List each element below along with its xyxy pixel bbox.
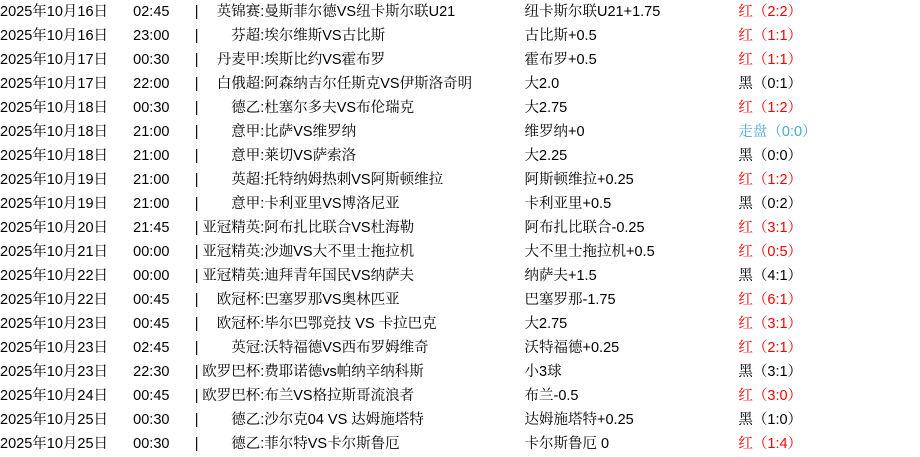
cell-result: 红（1:2） [738, 100, 803, 116]
cell-result: 走盘（0:0） [738, 124, 817, 140]
cell-pick: 卡利亚里+0.5 [524, 196, 612, 212]
cell-time: 21:00 [133, 148, 170, 164]
cell-time: 00:45 [133, 292, 170, 308]
table-row [0, 240, 920, 264]
cell-match: 卡利亚里VS博洛尼亚 [264, 196, 400, 212]
table-row [0, 120, 920, 144]
cell-pick: 大2.25 [524, 148, 568, 164]
cell-separator: | [194, 100, 199, 116]
cell-time: 00:45 [133, 316, 170, 332]
cell-date: 2025年10月21日 [0, 244, 109, 260]
cell-match: 曼斯菲尔德VS纽卡斯尔联U21 [264, 4, 456, 20]
cell-league: 欧冠杯: [216, 316, 265, 332]
cell-time: 00:30 [133, 52, 170, 68]
cell-date: 2025年10月17日 [0, 52, 109, 68]
cell-pick: 大不里士拖拉机+0.5 [524, 244, 655, 260]
cell-match: 莱切VS萨索洛 [264, 148, 357, 164]
table-row [0, 24, 920, 48]
cell-result: 红（1:1） [738, 52, 803, 68]
table-row [0, 144, 920, 168]
cell-separator: | [194, 28, 199, 44]
cell-match: 沃特福德VS西布罗姆维奇 [264, 340, 429, 356]
cell-time: 00:30 [133, 412, 170, 428]
cell-match: 费耶诺德vs帕纳辛纳科斯 [264, 364, 424, 380]
cell-separator: | [194, 268, 199, 284]
cell-time: 21:00 [133, 196, 170, 212]
cell-pick: 小3球 [524, 364, 562, 380]
cell-time: 22:30 [133, 364, 170, 380]
cell-time: 00:00 [133, 268, 170, 284]
cell-result: 黑（3:1） [738, 364, 803, 380]
cell-separator: | [194, 388, 199, 404]
table-row [0, 288, 920, 312]
cell-result: 黑（0:1） [738, 76, 803, 92]
cell-date: 2025年10月18日 [0, 100, 109, 116]
table-row [0, 336, 920, 360]
cell-result: 红（3:0） [738, 388, 803, 404]
cell-match: 阿布扎比联合VS杜海勒 [264, 220, 415, 236]
cell-match: 杜塞尔多夫VS布伦瑞克 [264, 100, 415, 116]
cell-league: 丹麦甲: [216, 52, 265, 68]
cell-pick: 古比斯+0.5 [524, 28, 597, 44]
cell-time: 00:30 [133, 436, 170, 452]
cell-match: 托特纳姆热刺VS阿斯顿维拉 [264, 172, 444, 188]
cell-league: 意甲: [231, 124, 265, 140]
cell-league: 意甲: [231, 196, 265, 212]
cell-match: 巴塞罗那VS奥林匹亚 [264, 292, 400, 308]
cell-separator: | [194, 244, 199, 260]
cell-separator: | [194, 220, 199, 236]
cell-league: 欧罗巴杯: [202, 388, 265, 404]
cell-result: 黑（4:1） [738, 268, 803, 284]
cell-match: 菲尔特VS卡尔斯鲁厄 [264, 436, 400, 452]
cell-separator: | [194, 148, 199, 164]
table-row [0, 192, 920, 216]
table-row [0, 312, 920, 336]
cell-separator: | [194, 412, 199, 428]
cell-date: 2025年10月22日 [0, 268, 109, 284]
cell-time: 02:45 [133, 340, 170, 356]
cell-date: 2025年10月19日 [0, 172, 109, 188]
cell-time: 00:45 [133, 388, 170, 404]
cell-time: 21:45 [133, 220, 170, 236]
table-row [0, 72, 920, 96]
cell-result: 红（6:1） [738, 292, 803, 308]
cell-date: 2025年10月24日 [0, 388, 109, 404]
cell-pick: 大2.75 [524, 316, 568, 332]
cell-league: 白俄超: [216, 76, 265, 92]
table-row [0, 384, 920, 408]
cell-date: 2025年10月23日 [0, 364, 109, 380]
cell-separator: | [194, 4, 199, 20]
cell-league: 德乙: [231, 100, 265, 116]
cell-pick: 维罗纳+0 [524, 124, 585, 140]
cell-date: 2025年10月19日 [0, 196, 109, 212]
cell-date: 2025年10月23日 [0, 340, 109, 356]
table-row [0, 432, 920, 456]
cell-separator: | [194, 52, 199, 68]
cell-result: 红（2:2） [738, 4, 803, 20]
cell-league: 英冠: [231, 340, 265, 356]
cell-result: 红（2:1） [738, 340, 803, 356]
cell-time: 00:30 [133, 100, 170, 116]
cell-date: 2025年10月23日 [0, 316, 109, 332]
table-row [0, 360, 920, 384]
cell-result: 红（0:5） [738, 244, 803, 260]
cell-pick: 阿斯顿维拉+0.25 [524, 172, 634, 188]
cell-result: 红（1:4） [738, 436, 803, 452]
cell-pick: 沃特福德+0.25 [524, 340, 620, 356]
cell-result: 红（3:1） [738, 220, 803, 236]
cell-separator: | [194, 292, 199, 308]
cell-time: 00:00 [133, 244, 170, 260]
cell-date: 2025年10月20日 [0, 220, 109, 236]
table-row [0, 168, 920, 192]
cell-separator: | [194, 316, 199, 332]
cell-pick: 达姆施塔特+0.25 [524, 412, 634, 428]
cell-result: 红（1:2） [738, 172, 803, 188]
cell-match: 沙迦VS大不里士拖拉机 [264, 244, 415, 260]
cell-separator: | [194, 436, 199, 452]
cell-result: 黑（0:2） [738, 196, 803, 212]
cell-result: 黑（0:0） [738, 148, 803, 164]
cell-pick: 大2.0 [524, 76, 560, 92]
cell-pick: 纳萨夫+1.5 [524, 268, 597, 284]
cell-date: 2025年10月25日 [0, 436, 109, 452]
cell-league: 亚冠精英: [202, 220, 265, 236]
table-row [0, 48, 920, 72]
cell-match: 迪拜青年国民VS纳萨夫 [264, 268, 415, 284]
cell-pick: 卡尔斯鲁厄 0 [524, 436, 610, 452]
cell-league: 意甲: [231, 148, 265, 164]
cell-result: 红（1:1） [738, 28, 803, 44]
cell-league: 芬超: [231, 28, 265, 44]
cell-pick: 布兰-0.5 [524, 388, 579, 404]
cell-date: 2025年10月16日 [0, 28, 109, 44]
cell-league: 亚冠精英: [202, 244, 265, 260]
cell-separator: | [194, 340, 199, 356]
cell-league: 亚冠精英: [202, 268, 265, 284]
cell-separator: | [194, 76, 199, 92]
cell-league: 德乙: [231, 436, 265, 452]
cell-league: 英超: [231, 172, 265, 188]
cell-pick: 巴塞罗那-1.75 [524, 292, 616, 308]
cell-separator: | [194, 124, 199, 140]
cell-pick: 霍布罗+0.5 [524, 52, 597, 68]
cell-match: 比萨VS维罗纳 [264, 124, 357, 140]
cell-pick: 大2.75 [524, 100, 568, 116]
cell-date: 2025年10月18日 [0, 124, 109, 140]
cell-match: 沙尔克04 VS 达姆施塔特 [264, 412, 424, 428]
cell-league: 德乙: [231, 412, 265, 428]
cell-separator: | [194, 196, 199, 212]
cell-result: 红（3:1） [738, 316, 803, 332]
cell-pick: 阿布扎比联合-0.25 [524, 220, 645, 236]
table-row [0, 264, 920, 288]
cell-pick: 纽卡斯尔联U21+1.75 [524, 4, 661, 20]
cell-time: 23:00 [133, 28, 170, 44]
cell-league: 欧罗巴杯: [202, 364, 265, 380]
cell-match: 埃斯比约VS霍布罗 [264, 52, 386, 68]
cell-separator: | [194, 172, 199, 188]
cell-league: 欧冠杯: [216, 292, 265, 308]
cell-time: 21:00 [133, 172, 170, 188]
cell-date: 2025年10月22日 [0, 292, 109, 308]
cell-match: 埃尔维斯VS古比斯 [264, 28, 386, 44]
cell-time: 22:00 [133, 76, 170, 92]
cell-date: 2025年10月18日 [0, 148, 109, 164]
cell-match: 毕尔巴鄂竞技 VS 卡拉巴克 [264, 316, 437, 332]
table-row [0, 0, 920, 24]
cell-time: 21:00 [133, 124, 170, 140]
cell-separator: | [194, 364, 199, 380]
cell-date: 2025年10月25日 [0, 412, 109, 428]
table-row [0, 408, 920, 432]
cell-match: 布兰VS格拉斯哥流浪者 [264, 388, 415, 404]
cell-match: 阿森纳吉尔任斯克VS伊斯洛奇明 [264, 76, 473, 92]
cell-league: 英锦赛: [216, 4, 265, 20]
cell-time: 02:45 [133, 4, 170, 20]
table-row [0, 96, 920, 120]
cell-result: 黑（1:0） [738, 412, 803, 428]
table-row [0, 216, 920, 240]
cell-date: 2025年10月17日 [0, 76, 109, 92]
cell-date: 2025年10月16日 [0, 4, 109, 20]
